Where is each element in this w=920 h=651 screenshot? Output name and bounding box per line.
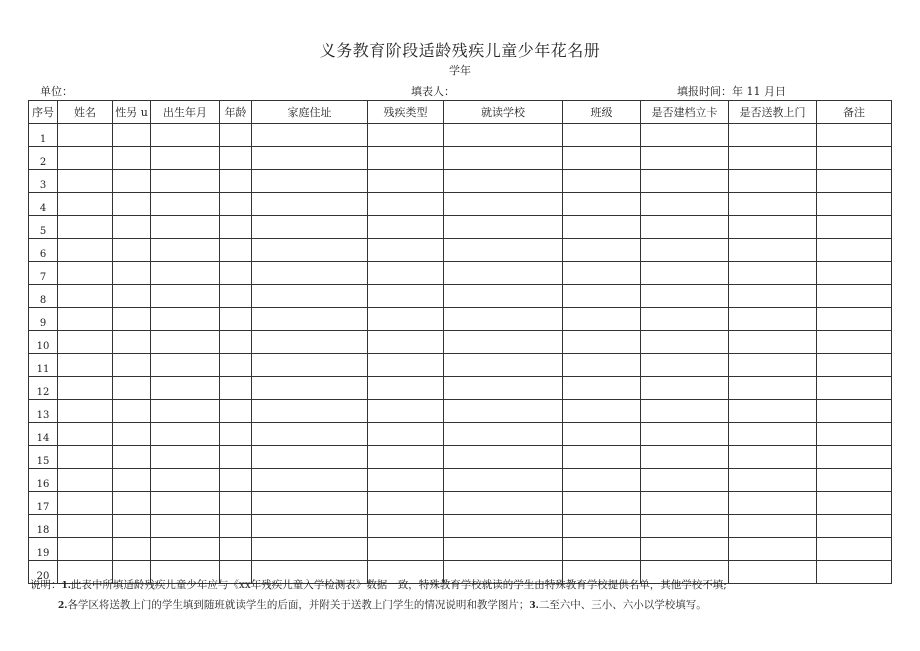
table-cell xyxy=(641,308,729,331)
table-cell xyxy=(368,239,444,262)
table-cell xyxy=(817,492,892,515)
table-cell xyxy=(563,538,641,561)
table-cell xyxy=(252,308,368,331)
note-3-marker: 3. xyxy=(529,601,539,611)
table-cell xyxy=(368,377,444,400)
table-cell xyxy=(113,239,151,262)
table-cell xyxy=(58,377,113,400)
table-cell xyxy=(368,285,444,308)
col-header-address: 家庭住址 xyxy=(252,101,368,124)
table-cell xyxy=(368,193,444,216)
table-cell xyxy=(729,147,817,170)
table-cell xyxy=(729,446,817,469)
table-row xyxy=(29,538,892,561)
table-row xyxy=(29,193,892,216)
table-cell xyxy=(220,239,252,262)
row-number: 20 xyxy=(29,561,58,584)
table-cell xyxy=(641,377,729,400)
row-number: 18 xyxy=(29,515,58,538)
row-number: 2 xyxy=(29,147,58,170)
table-cell xyxy=(641,147,729,170)
table-cell xyxy=(252,400,368,423)
table-cell xyxy=(220,308,252,331)
table-row xyxy=(29,354,892,377)
table-cell xyxy=(151,538,220,561)
table-cell xyxy=(444,377,563,400)
table-cell xyxy=(113,262,151,285)
table-cell xyxy=(641,538,729,561)
table-row xyxy=(29,124,892,147)
table-cell xyxy=(151,423,220,446)
table-cell xyxy=(252,515,368,538)
table-cell xyxy=(817,354,892,377)
table-cell xyxy=(368,308,444,331)
table-cell xyxy=(113,446,151,469)
table-cell xyxy=(151,400,220,423)
table-row xyxy=(29,469,892,492)
table-cell xyxy=(444,538,563,561)
table-cell xyxy=(113,193,151,216)
table-cell xyxy=(220,446,252,469)
unit-label: 单位： xyxy=(40,85,73,98)
note-1-marker: 1. xyxy=(61,581,71,591)
row-number: 9 xyxy=(29,308,58,331)
table-row xyxy=(29,239,892,262)
table-cell xyxy=(368,262,444,285)
table-cell xyxy=(368,170,444,193)
table-cell xyxy=(444,147,563,170)
table-cell xyxy=(444,239,563,262)
table-cell xyxy=(368,147,444,170)
table-cell xyxy=(58,262,113,285)
table-cell xyxy=(641,262,729,285)
table-cell xyxy=(563,423,641,446)
table-cell xyxy=(563,262,641,285)
table-cell xyxy=(641,170,729,193)
roster-body xyxy=(29,124,892,584)
table-cell xyxy=(641,469,729,492)
table-cell xyxy=(220,515,252,538)
table-cell xyxy=(252,492,368,515)
table-cell xyxy=(368,354,444,377)
table-row xyxy=(29,377,892,400)
table-cell xyxy=(729,170,817,193)
table-cell xyxy=(58,147,113,170)
table-cell xyxy=(729,124,817,147)
table-cell xyxy=(641,124,729,147)
table-cell xyxy=(220,285,252,308)
table-cell xyxy=(220,331,252,354)
table-cell xyxy=(817,285,892,308)
table-cell xyxy=(151,216,220,239)
table-cell xyxy=(113,331,151,354)
row-number: 10 xyxy=(29,331,58,354)
table-row xyxy=(29,515,892,538)
table-cell xyxy=(58,446,113,469)
table-row xyxy=(29,446,892,469)
note-line-1 xyxy=(30,576,910,596)
table-cell xyxy=(444,308,563,331)
table-cell xyxy=(220,170,252,193)
table-row xyxy=(29,262,892,285)
table-cell xyxy=(729,400,817,423)
table-cell xyxy=(113,400,151,423)
table-cell xyxy=(58,400,113,423)
table-cell xyxy=(563,170,641,193)
table-cell xyxy=(817,216,892,239)
table-cell xyxy=(252,193,368,216)
col-header-age: 年龄 xyxy=(220,101,252,124)
table-cell xyxy=(151,446,220,469)
table-cell xyxy=(113,147,151,170)
table-row xyxy=(29,285,892,308)
table-cell xyxy=(151,515,220,538)
table-cell xyxy=(151,331,220,354)
table-cell xyxy=(444,400,563,423)
table-cell xyxy=(729,515,817,538)
table-cell xyxy=(220,538,252,561)
col-header-gender: 性另 u xyxy=(113,101,151,124)
table-cell xyxy=(641,239,729,262)
table-cell xyxy=(220,492,252,515)
note-2-text: 各学区将送教上门的学生填到随班就读学生的后面，并附关于送教上门学生的情况说明和教学图片； xyxy=(67,599,530,611)
table-cell xyxy=(252,354,368,377)
table-cell xyxy=(817,262,892,285)
row-number: 1 xyxy=(29,124,58,147)
table-cell xyxy=(641,285,729,308)
table-cell xyxy=(151,239,220,262)
table-cell xyxy=(58,515,113,538)
col-header-disability-type: 残疾类型 xyxy=(368,101,444,124)
table-cell xyxy=(563,377,641,400)
table-cell xyxy=(252,124,368,147)
table-cell xyxy=(58,124,113,147)
table-cell xyxy=(58,170,113,193)
filler-label: 填表人： xyxy=(411,85,455,98)
table-cell xyxy=(252,446,368,469)
table-cell xyxy=(729,262,817,285)
table-cell xyxy=(151,354,220,377)
table-cell xyxy=(817,147,892,170)
table-cell xyxy=(444,170,563,193)
school-year-label: 学年 xyxy=(449,64,471,77)
table-cell xyxy=(368,400,444,423)
table-cell xyxy=(151,262,220,285)
roster-table xyxy=(28,100,892,584)
table-cell xyxy=(641,446,729,469)
table-cell xyxy=(563,469,641,492)
row-number: 6 xyxy=(29,239,58,262)
table-cell xyxy=(113,285,151,308)
note-line-2 xyxy=(30,596,910,616)
table-cell xyxy=(113,308,151,331)
table-cell xyxy=(563,239,641,262)
table-cell xyxy=(220,400,252,423)
table-cell xyxy=(58,492,113,515)
table-row xyxy=(29,400,892,423)
table-cell xyxy=(641,423,729,446)
col-header-birth: 出生年月 xyxy=(151,101,220,124)
table-cell xyxy=(58,469,113,492)
table-cell xyxy=(220,354,252,377)
table-cell xyxy=(444,492,563,515)
row-number: 15 xyxy=(29,446,58,469)
table-row xyxy=(29,170,892,193)
row-number: 5 xyxy=(29,216,58,239)
notes-prefix: 说明： xyxy=(30,579,62,591)
table-cell xyxy=(151,124,220,147)
table-cell xyxy=(817,538,892,561)
table-cell xyxy=(368,331,444,354)
table-cell xyxy=(151,170,220,193)
table-cell xyxy=(113,469,151,492)
table-row xyxy=(29,331,892,354)
table-cell xyxy=(817,377,892,400)
table-cell xyxy=(252,262,368,285)
header-row xyxy=(29,101,892,124)
table-cell xyxy=(58,239,113,262)
note-1-text: 此表中所填适龄残疾儿童少年应与《xx年残疾儿童入学检测表》数据一致，特殊教育学校就读的学生由特殊教育学校提供名单，其他学校不填; xyxy=(70,579,727,591)
table-cell xyxy=(563,147,641,170)
table-row xyxy=(29,147,892,170)
table-cell xyxy=(444,331,563,354)
table-cell xyxy=(444,515,563,538)
table-cell xyxy=(368,538,444,561)
table-cell xyxy=(729,331,817,354)
table-row xyxy=(29,308,892,331)
table-cell xyxy=(563,216,641,239)
table-cell xyxy=(817,423,892,446)
notes xyxy=(30,576,910,616)
table-cell xyxy=(729,239,817,262)
col-header-home-teaching: 是否送教上门 xyxy=(729,101,817,124)
table-cell xyxy=(641,216,729,239)
table-cell xyxy=(817,193,892,216)
table-cell xyxy=(563,308,641,331)
table-cell xyxy=(444,446,563,469)
report-date-label: 填报时间：年 11 月日 xyxy=(677,85,786,98)
table-cell xyxy=(252,147,368,170)
table-cell xyxy=(444,193,563,216)
table-cell xyxy=(151,193,220,216)
note-2-marker: 2. xyxy=(58,601,68,611)
col-header-poverty-file: 是否建档立卡 xyxy=(641,101,729,124)
table-cell xyxy=(729,377,817,400)
table-cell xyxy=(58,285,113,308)
table-cell xyxy=(729,538,817,561)
table-cell xyxy=(444,354,563,377)
table-cell xyxy=(252,285,368,308)
table-cell xyxy=(252,469,368,492)
table-cell xyxy=(368,515,444,538)
table-cell xyxy=(252,239,368,262)
table-cell xyxy=(641,492,729,515)
table-cell xyxy=(368,446,444,469)
table-cell xyxy=(444,124,563,147)
table-cell xyxy=(113,423,151,446)
table-cell xyxy=(368,469,444,492)
row-number: 12 xyxy=(29,377,58,400)
table-cell xyxy=(817,446,892,469)
col-header-class: 班级 xyxy=(563,101,641,124)
table-cell xyxy=(252,538,368,561)
table-cell xyxy=(563,331,641,354)
table-cell xyxy=(58,423,113,446)
table-cell xyxy=(252,216,368,239)
row-number: 7 xyxy=(29,262,58,285)
table-cell xyxy=(58,193,113,216)
table-cell xyxy=(113,492,151,515)
table-cell xyxy=(368,492,444,515)
table-cell xyxy=(563,354,641,377)
table-cell xyxy=(252,331,368,354)
table-cell xyxy=(252,170,368,193)
table-cell xyxy=(58,331,113,354)
table-cell xyxy=(563,446,641,469)
table-cell xyxy=(729,492,817,515)
table-cell xyxy=(220,147,252,170)
table-cell xyxy=(113,124,151,147)
table-cell xyxy=(151,147,220,170)
table-cell xyxy=(729,469,817,492)
table-cell xyxy=(58,308,113,331)
table-cell xyxy=(641,515,729,538)
table-cell xyxy=(563,285,641,308)
table-cell xyxy=(729,423,817,446)
table-cell xyxy=(113,538,151,561)
row-number: 11 xyxy=(29,354,58,377)
table-cell xyxy=(817,308,892,331)
col-header-index: 序号 xyxy=(29,101,58,124)
table-cell xyxy=(444,423,563,446)
table-cell xyxy=(151,285,220,308)
table-cell xyxy=(729,354,817,377)
table-cell xyxy=(151,469,220,492)
row-number: 17 xyxy=(29,492,58,515)
table-cell xyxy=(220,423,252,446)
table-cell xyxy=(563,400,641,423)
table-cell xyxy=(151,492,220,515)
table-cell xyxy=(729,308,817,331)
row-number: 13 xyxy=(29,400,58,423)
table-row xyxy=(29,423,892,446)
table-cell xyxy=(817,124,892,147)
table-cell xyxy=(220,124,252,147)
table-cell xyxy=(368,124,444,147)
table-cell xyxy=(444,262,563,285)
col-header-name: 姓名 xyxy=(58,101,113,124)
table-cell xyxy=(817,170,892,193)
table-cell xyxy=(252,377,368,400)
table-cell xyxy=(151,308,220,331)
table-cell xyxy=(220,377,252,400)
page-title: 义务教育阶段适龄残疾儿童少年花名册 xyxy=(319,41,601,60)
table-cell xyxy=(58,538,113,561)
row-number: 4 xyxy=(29,193,58,216)
table-cell xyxy=(58,354,113,377)
table-cell xyxy=(444,285,563,308)
table-cell xyxy=(368,216,444,239)
row-number: 16 xyxy=(29,469,58,492)
col-header-remarks: 备注 xyxy=(817,101,892,124)
row-number: 8 xyxy=(29,285,58,308)
table-cell xyxy=(113,377,151,400)
table-cell xyxy=(817,239,892,262)
table-cell xyxy=(113,216,151,239)
table-cell xyxy=(563,492,641,515)
table-cell xyxy=(220,193,252,216)
table-cell xyxy=(368,423,444,446)
table-cell xyxy=(220,216,252,239)
table-cell xyxy=(444,469,563,492)
row-number: 19 xyxy=(29,538,58,561)
table-row xyxy=(29,492,892,515)
table-cell xyxy=(563,193,641,216)
note-3-text: 二至六中、三小、六小以学校填写。 xyxy=(538,599,707,611)
row-number: 14 xyxy=(29,423,58,446)
col-header-school: 就读学校 xyxy=(444,101,563,124)
table-row xyxy=(29,216,892,239)
table-cell xyxy=(58,216,113,239)
table-cell xyxy=(113,354,151,377)
table-cell xyxy=(817,331,892,354)
table-cell xyxy=(817,400,892,423)
table-cell xyxy=(113,170,151,193)
table-cell xyxy=(729,285,817,308)
table-cell xyxy=(817,515,892,538)
table-cell xyxy=(252,423,368,446)
table-cell xyxy=(641,331,729,354)
table-cell xyxy=(444,216,563,239)
table-cell xyxy=(113,515,151,538)
table-cell xyxy=(641,354,729,377)
table-cell xyxy=(220,262,252,285)
table-cell xyxy=(563,515,641,538)
table-cell xyxy=(563,124,641,147)
table-cell xyxy=(220,469,252,492)
table-cell xyxy=(641,193,729,216)
row-number: 3 xyxy=(29,170,58,193)
table-cell xyxy=(641,400,729,423)
table-cell xyxy=(729,216,817,239)
table-cell xyxy=(817,469,892,492)
table-cell xyxy=(729,193,817,216)
table-cell xyxy=(151,377,220,400)
